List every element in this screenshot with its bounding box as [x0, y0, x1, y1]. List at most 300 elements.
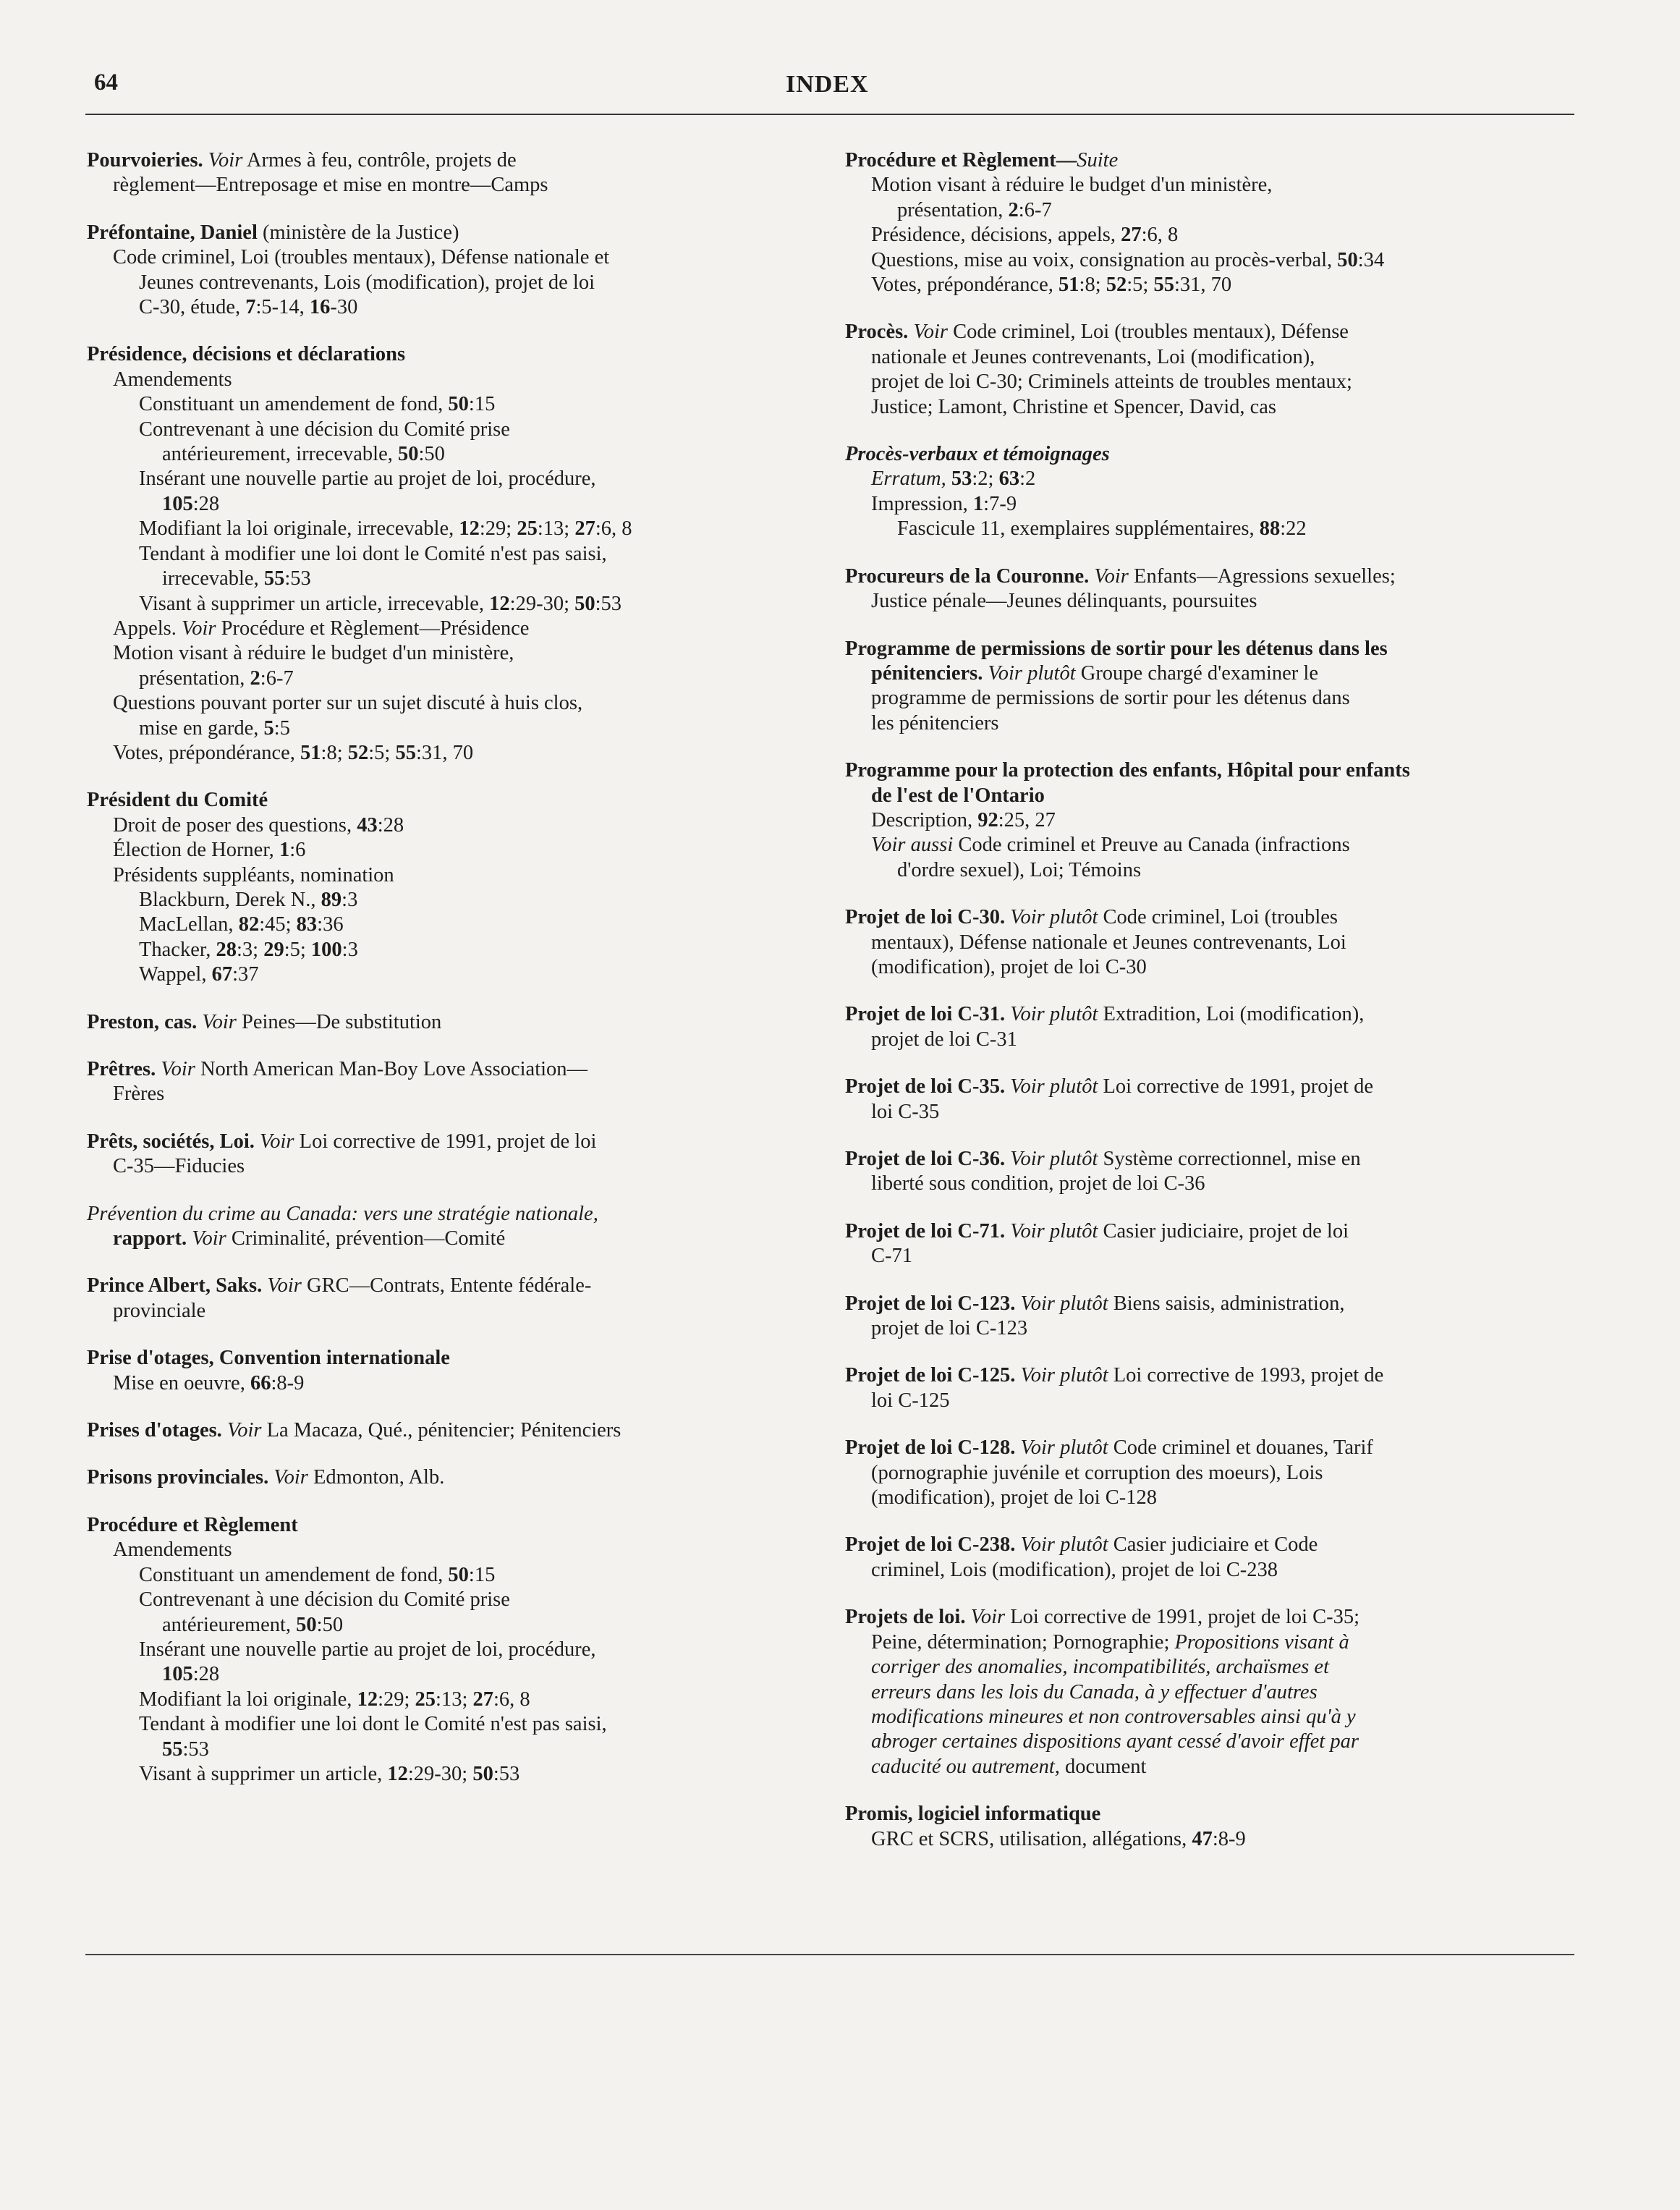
index-text-segment: 50 [574, 592, 595, 615]
index-text-segment: Projet de loi C-123. [845, 1292, 1016, 1315]
index-subentry-line [87, 1154, 818, 1179]
index-entry [845, 148, 1576, 297]
index-text-segment: 89 [321, 888, 342, 911]
index-text-segment: GRC—Contrats, Entente fédérale- [301, 1274, 592, 1297]
index-text-segment: 50 [1337, 248, 1358, 271]
index-text-segment: Justice; Lamont, Christine et Spencer, David, cas [871, 395, 1277, 418]
index-text-segment: 92 [977, 808, 998, 831]
index-text-segment: :15 [468, 393, 496, 416]
index-text-segment: 50 [296, 1613, 317, 1636]
index-heading-line [87, 1465, 818, 1490]
index-text-segment: pénitenciers. [871, 661, 983, 685]
index-text-segment: Enfants—Agressions sexuelles; [1128, 564, 1396, 588]
index-text-segment: Voir [267, 1274, 302, 1297]
index-text-segment: 25 [415, 1688, 436, 1711]
index-text-segment: antérieurement, [162, 1613, 297, 1636]
index-text-segment: d'ordre sexuel), Loi; Témoins [897, 858, 1142, 881]
index-text-segment: Constituant un amendement de fond, [139, 1563, 449, 1586]
index-subentry-line [87, 392, 818, 417]
index-text-segment: :31, 70 [415, 741, 474, 764]
index-text-segment: projet de loi C-31 [871, 1028, 1017, 1051]
index-text-segment: :37 [232, 963, 259, 986]
index-text-segment: Élection de Horner, [113, 839, 279, 862]
index-entry [845, 1533, 1576, 1583]
index-text-segment: :45; [259, 913, 297, 936]
index-subentry-line [87, 245, 818, 270]
index-text-segment: 7 [245, 296, 256, 319]
index-subentry-line [845, 1100, 1576, 1125]
index-text-segment: Procès. [845, 321, 909, 344]
index-entry [845, 1075, 1576, 1125]
index-text-segment: :53 [284, 567, 311, 590]
index-subentry-line [845, 1558, 1576, 1583]
index-subentry-line [87, 542, 818, 567]
page-number: 64 [94, 69, 118, 96]
index-subentry-line [845, 173, 1576, 198]
index-text-segment: :8; [321, 741, 348, 764]
index-text-segment: 105 [162, 1663, 193, 1686]
index-text-segment: Présidence, décisions, appels, [871, 224, 1121, 247]
index-text-segment: Projet de loi C-128. [845, 1436, 1016, 1460]
index-text-segment: :28 [377, 813, 404, 837]
index-entry [87, 1057, 818, 1107]
index-subentry-line [845, 345, 1576, 370]
index-text-segment: 1 [279, 839, 290, 862]
index-subentry-line [845, 1630, 1576, 1655]
index-text-segment: criminel, Lois (modification), projet de loi C-238 [871, 1558, 1278, 1581]
index-text-segment: Code criminel et douanes, Tarif [1108, 1436, 1373, 1460]
index-text-segment: Armes à feu, contrôle, projets de [242, 149, 517, 172]
index-subentry-line [87, 1227, 818, 1251]
index-subentry-line [87, 1563, 818, 1588]
index-heading-line [845, 1605, 1576, 1630]
index-text-segment: Peines—De substitution [236, 1010, 442, 1033]
index-text-segment: North American Man-Boy Love Association— [195, 1058, 588, 1080]
index-text-segment: 100 [310, 938, 342, 961]
index-text-segment: Voir plutôt [1010, 1148, 1098, 1170]
index-text-segment: Loi corrective de 1991, projet de loi [294, 1130, 597, 1153]
index-text-segment: Système correctionnel, mise en [1098, 1148, 1361, 1170]
index-text-segment: Projet de loi C-238. [845, 1533, 1016, 1557]
index-text-segment: Procureurs de la Couronne. [845, 564, 1090, 588]
index-text-segment: projet de loi C-123 [871, 1317, 1028, 1340]
index-text-segment: :6 [289, 839, 306, 862]
index-text-segment: Groupe chargé d'examiner le [1075, 661, 1318, 685]
index-subentry-line [845, 1705, 1576, 1730]
index-text-segment: GRC et SCRS, utilisation, allégations, [871, 1827, 1192, 1850]
index-subentry-line [845, 1486, 1576, 1510]
index-subentry-line [87, 1638, 818, 1662]
index-text-segment: 52 [347, 741, 369, 764]
index-text-segment: Programme de permissions de sortir pour les détenus dans les [845, 637, 1388, 660]
index-subentry-line [845, 589, 1576, 614]
index-subentry-line [87, 1662, 818, 1687]
index-subentry-line [87, 492, 818, 517]
index-text-segment: Edmonton, Alb. [307, 1466, 445, 1489]
index-text-segment: :34 [1357, 248, 1385, 271]
index-subentry-line [87, 962, 818, 987]
index-text-segment: Voir aussi [871, 834, 954, 857]
index-text-segment: 50 [397, 443, 419, 466]
index-entry [87, 1130, 818, 1180]
index-heading-line [845, 1533, 1576, 1557]
index-text-segment: 55 [395, 741, 416, 764]
index-text-segment: Mise en oeuvre, [113, 1371, 250, 1394]
index-heading-line [845, 1292, 1576, 1316]
index-subentry-line [87, 1737, 818, 1762]
index-text-segment: Suite [1077, 149, 1119, 172]
index-subentry-line [87, 913, 818, 937]
index-text-segment: Voir [226, 1419, 262, 1442]
index-text-segment [946, 467, 951, 490]
index-heading-line [87, 788, 818, 813]
index-entry [87, 788, 818, 987]
index-text-segment: Insérant une nouvelle partie au projet de loi, procédure, [139, 1638, 596, 1661]
index-subentry-line [87, 813, 818, 838]
index-text-segment: :25, 27 [998, 808, 1056, 831]
index-text-segment: :22 [1280, 517, 1307, 541]
index-text-segment: :5 [273, 716, 290, 740]
index-text-segment: 2 [1008, 198, 1019, 221]
index-text-segment: Jeunes contrevenants, Lois (modification), projet de loi [139, 271, 595, 294]
index-heading-line [845, 564, 1576, 589]
index-text-segment: :15 [468, 1563, 496, 1586]
index-text-segment: Wappel, [139, 963, 212, 986]
index-text-segment: Voir [161, 1058, 195, 1080]
index-text-segment: Frères [113, 1083, 165, 1106]
index-text-segment: Insérant une nouvelle partie au projet de loi, procédure, [139, 467, 596, 491]
index-text-segment: Casier judiciaire, projet de loi [1098, 1219, 1349, 1242]
index-subentry-line [845, 370, 1576, 394]
index-text-segment: 47 [1192, 1827, 1213, 1850]
index-text-segment: 50 [448, 393, 469, 416]
index-entry [845, 564, 1576, 614]
index-text-segment: :6, 8 [493, 1688, 530, 1711]
index-text-segment: (modification), projet de loi C-128 [871, 1486, 1157, 1510]
index-text-segment: :2 [1019, 467, 1036, 491]
index-text-segment: Voir [1094, 564, 1129, 588]
index-text-segment: abroger certaines dispositions ayant cessé d'avoir effet par [871, 1730, 1359, 1753]
index-subentry-line [845, 858, 1576, 883]
index-text-segment: :29-30; [407, 1762, 473, 1785]
index-text-segment: 27 [574, 517, 595, 541]
index-subentry-line [845, 1827, 1576, 1852]
index-text-segment: 50 [448, 1563, 469, 1586]
index-text-segment: 25 [517, 517, 538, 541]
index-heading-line [845, 637, 1576, 661]
index-subentry-line [845, 1655, 1576, 1680]
index-subentry-line [845, 955, 1576, 980]
index-text-segment: Peine, détermination; Pornographie; [871, 1630, 1175, 1654]
index-subentry-line [845, 931, 1576, 955]
index-text-segment: 2 [250, 666, 260, 690]
index-text-segment: 1 [972, 492, 984, 515]
index-subentry-line [845, 1172, 1576, 1196]
index-subentry-line [87, 1299, 818, 1324]
index-text-segment: Voir [192, 1227, 226, 1250]
index-subentry-line [87, 1613, 818, 1638]
index-text-segment: mise en garde, [139, 716, 264, 740]
index-subentry-line [845, 198, 1576, 223]
index-subentry-line [87, 295, 818, 320]
index-subentry-line [87, 1538, 818, 1562]
index-text-segment: Modifiant la loi originale, irrecevable, [139, 517, 459, 541]
index-text-segment: Preston, cas. [87, 1010, 198, 1033]
index-text-segment: 66 [250, 1371, 271, 1394]
index-heading-line [87, 1346, 818, 1371]
index-text-segment: :5-14, [255, 296, 310, 319]
index-text-segment: Projet de loi C-31. [845, 1003, 1006, 1026]
index-text-segment: Voir [970, 1606, 1006, 1629]
index-text-segment: Votes, prépondérance, [871, 274, 1059, 297]
index-text-segment: :8-9 [1212, 1827, 1246, 1850]
index-text-segment: :5; [1127, 274, 1154, 297]
index-entry [845, 1292, 1576, 1342]
index-text-segment: :29; [378, 1688, 415, 1711]
index-text-segment: 51 [300, 741, 321, 764]
index-subentry-line [87, 517, 818, 541]
index-text-segment: Questions pouvant porter sur un sujet discuté à huis clos, [113, 692, 583, 715]
index-text-segment: Motion visant à réduire le budget d'un ministère, [871, 174, 1273, 197]
index-text-segment: projet de loi C-30; Criminels atteints de troubles mentaux; [871, 371, 1352, 394]
index-text-segment: 67 [211, 963, 233, 986]
index-text-segment: Erratum, [871, 467, 946, 491]
index-text-segment: 43 [357, 813, 378, 837]
index-text-segment: Prévention du crime au Canada: vers une stratégie nationale, [87, 1202, 598, 1225]
index-text-segment: Votes, prépondérance, [113, 741, 301, 764]
index-text-segment: Blackburn, Derek N., [139, 888, 321, 911]
index-text-segment: Questions, mise au voix, consignation au procès-verbal, [871, 248, 1338, 271]
index-heading-line [845, 320, 1576, 344]
index-text-segment: :6-7 [1018, 198, 1052, 221]
index-text-segment: Préfontaine, Daniel [87, 221, 258, 244]
index-text-segment: document [1059, 1755, 1147, 1778]
index-text-segment: Projet de loi C-71. [845, 1219, 1006, 1242]
index-text-segment: Pourvoieries. [87, 149, 203, 172]
index-text-segment: -30 [330, 296, 358, 319]
index-subentry-line [87, 467, 818, 491]
index-text-segment: Visant à supprimer un article, irrecevable, [139, 592, 490, 615]
index-text-segment: Constituant un amendement de fond, [139, 393, 449, 416]
index-text-segment: provinciale [113, 1299, 206, 1322]
index-text-segment: 63 [998, 467, 1020, 491]
index-heading-line [87, 1274, 818, 1298]
index-text-segment: Casier judiciaire et Code [1108, 1533, 1318, 1557]
index-text-segment: 5 [263, 716, 274, 740]
index-heading-line [87, 1130, 818, 1154]
index-text-segment: loi C-125 [871, 1389, 950, 1412]
index-text-segment: La Macaza, Qué., pénitencier; Pénitenciers [261, 1419, 621, 1442]
index-text-segment: Prises d'otages. [87, 1419, 222, 1442]
index-heading-line [845, 1147, 1576, 1172]
index-text-segment: les pénitenciers [871, 711, 999, 734]
index-entry [845, 1436, 1576, 1510]
index-entry [87, 1465, 818, 1490]
index-heading-line [845, 905, 1576, 930]
page-title: INDEX [786, 71, 869, 98]
index-entry [87, 1418, 818, 1443]
index-heading-line [87, 1202, 818, 1227]
index-text-segment: (modification), projet de loi C-30 [871, 955, 1147, 978]
index-entry [87, 342, 818, 766]
index-entry [845, 320, 1576, 420]
index-text-segment: :3; [236, 938, 264, 961]
index-text-segment: Propositions visant à [1174, 1630, 1349, 1654]
index-text-segment: 53 [951, 467, 972, 491]
index-text-segment: Amendements [113, 1538, 232, 1562]
index-text-segment: 51 [1059, 274, 1079, 297]
index-text-segment: Contrevenant à une décision du Comité prise [139, 418, 510, 441]
index-entry [87, 221, 818, 321]
index-text-segment: :6-7 [260, 666, 294, 690]
index-text-segment: Voir plutôt [988, 661, 1076, 685]
index-subentry-line [845, 248, 1576, 273]
index-subentry-line [845, 1028, 1576, 1052]
index-text-segment: Amendements [113, 368, 232, 391]
index-subentry-line [87, 1762, 818, 1787]
index-text-segment: Voir plutôt [1020, 1436, 1108, 1460]
index-text-segment: 29 [263, 938, 284, 961]
index-subentry-line [87, 271, 818, 295]
index-text-segment: MacLellan, [139, 913, 239, 936]
index-subentry-line [845, 686, 1576, 711]
index-heading-line [87, 1418, 818, 1443]
index-text-segment: 12 [387, 1762, 408, 1785]
index-heading-line [845, 148, 1576, 173]
index-text-segment: Voir plutôt [1010, 906, 1098, 929]
index-text-segment: Extradition, Loi (modification), [1098, 1003, 1365, 1026]
index-text-segment: Présidence, décisions et déclarations [87, 343, 406, 366]
index-text-segment: Code criminel, Loi (troubles mentaux), Défense nationale et [113, 246, 610, 269]
index-subentry-line [845, 711, 1576, 736]
index-text-segment: :13; [537, 517, 575, 541]
index-subentry-line [845, 273, 1576, 297]
index-column-left [87, 148, 818, 1809]
index-subentry-line [87, 863, 818, 888]
index-entry [845, 758, 1576, 883]
index-text-segment: modifications mineures et non controversables ainsi qu'à y [871, 1705, 1356, 1728]
index-text-segment: 83 [296, 913, 318, 936]
index-heading-line [87, 1010, 818, 1035]
index-text-segment: :5; [368, 741, 396, 764]
index-text-segment: :31, 70 [1174, 274, 1232, 297]
index-text-segment: 27 [1121, 224, 1142, 247]
index-text-segment: :53 [595, 592, 622, 615]
index-text-segment: loi C-35 [871, 1100, 940, 1123]
index-heading-line [845, 442, 1576, 467]
index-text-segment: Voir [182, 617, 216, 640]
index-subentry-line [87, 691, 818, 716]
index-text-segment: Projet de loi C-35. [845, 1075, 1006, 1098]
index-subentry-line [845, 223, 1576, 247]
index-text-segment [222, 1419, 227, 1441]
index-entry [845, 1002, 1576, 1052]
index-text-segment: présentation, [139, 666, 250, 690]
index-heading-line [845, 758, 1576, 783]
index-heading-line [845, 1436, 1576, 1460]
index-subentry-line [87, 938, 818, 962]
index-text-segment: :53 [493, 1762, 520, 1785]
index-text-segment: 12 [459, 517, 480, 541]
index-column-right [845, 148, 1576, 1874]
index-text-segment: Contrevenant à une décision du Comité prise [139, 1588, 510, 1612]
index-subentry-line [845, 808, 1576, 833]
footer-rule [85, 1954, 1574, 1955]
index-subentry-line [845, 1316, 1576, 1341]
index-subentry-line [87, 666, 818, 691]
index-text-segment: liberté sous condition, projet de loi C-36 [871, 1172, 1205, 1195]
index-subentry-line [87, 368, 818, 392]
index-text-segment: :3 [341, 888, 358, 911]
index-text-segment: irrecevable, [162, 567, 264, 590]
index-text-segment: Code criminel, Loi (troubles mentaux), Défense [947, 321, 1349, 344]
index-entry [87, 1513, 818, 1787]
index-text-segment: :28 [192, 1663, 220, 1686]
index-text-segment: Projets de loi. [845, 1606, 966, 1629]
index-subentry-line [87, 838, 818, 863]
index-text-segment: Promis, logiciel informatique [845, 1803, 1101, 1826]
index-text-segment: (ministère de la Justice) [257, 221, 459, 244]
index-subentry-line [845, 1730, 1576, 1754]
index-text-segment: Voir [260, 1130, 294, 1153]
index-subentry-line [87, 716, 818, 741]
index-text-segment: :36 [317, 913, 344, 936]
index-text-segment: :7-9 [983, 492, 1017, 515]
index-heading-line [87, 148, 818, 173]
header-rule [85, 114, 1574, 115]
index-text-segment: Biens saisis, administration, [1108, 1292, 1345, 1315]
index-text-segment: Loi corrective de 1991, projet de loi C-35; [1005, 1606, 1360, 1629]
index-text-segment: Voir [202, 1010, 237, 1033]
index-entry [87, 1010, 818, 1035]
index-text-segment: présentation, [897, 198, 1009, 221]
index-text-segment: Code criminel, Loi (troubles [1098, 906, 1338, 929]
index-text-segment: Voir plutôt [1010, 1003, 1098, 1026]
index-text-segment: caducité ou autrement, [871, 1755, 1060, 1778]
index-text-segment: :8; [1079, 274, 1106, 297]
index-heading-line [845, 1363, 1576, 1388]
index-entry [845, 442, 1576, 542]
index-subentry-line [845, 1244, 1576, 1269]
index-text-segment: Voir [913, 321, 948, 344]
index-entry [87, 1274, 818, 1324]
index-text-segment: 105 [162, 492, 193, 515]
index-text-segment: Droit de poser des questions, [113, 813, 357, 837]
index-text-segment: mentaux), Défense nationale et Jeunes contrevenants, Loi [871, 931, 1346, 954]
index-text-segment: (pornographie juvénile et corruption des moeurs), Lois [871, 1461, 1323, 1484]
index-text-segment: antérieurement, irrecevable, [162, 443, 398, 466]
index-text-segment: Projet de loi C-30. [845, 906, 1006, 929]
index-text-segment: Président du Comité [87, 789, 268, 812]
index-text-segment: 50 [472, 1762, 493, 1785]
index-text-segment: Thacker, [139, 938, 216, 961]
index-subentry-line [845, 467, 1576, 491]
index-text-segment: Présidents suppléants, nomination [113, 863, 394, 886]
index-text-segment: C-35—Fiducies [113, 1155, 245, 1178]
index-entry [845, 1802, 1576, 1852]
index-subentry-line [845, 395, 1576, 420]
index-text-segment: :6, 8 [1141, 224, 1179, 247]
index-text-segment: Voir plutôt [1010, 1219, 1098, 1242]
index-text-segment: Procédure et Règlement— [845, 149, 1077, 172]
index-subentry-line [87, 1082, 818, 1106]
index-text-segment: Procédure et Règlement [87, 1513, 298, 1536]
index-subentry-line [87, 617, 818, 641]
index-text-segment: C-30, étude, [139, 296, 246, 319]
index-text-segment: :29-30; [509, 592, 575, 615]
index-text-segment: 55 [1153, 274, 1174, 297]
index-text-segment: Prêtres. [87, 1058, 156, 1080]
